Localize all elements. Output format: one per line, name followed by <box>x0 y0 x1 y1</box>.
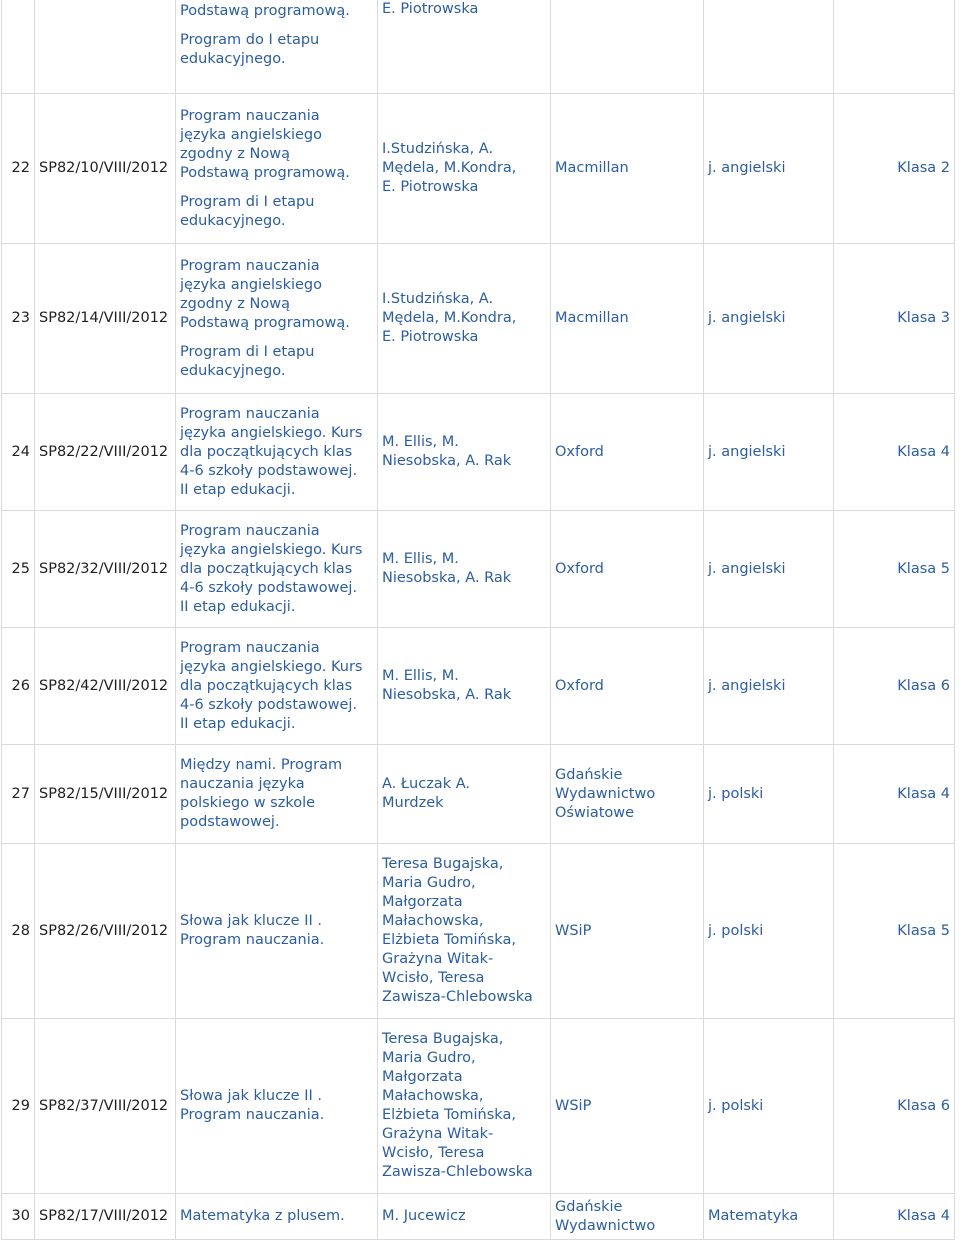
subject: j. polski <box>704 1019 834 1194</box>
row-number: 26 <box>2 628 35 745</box>
program-name-line: edukacyjnego. <box>180 362 286 379</box>
program-id <box>35 0 176 94</box>
program-authors <box>378 1194 551 1240</box>
class-level: Klasa 4 <box>834 745 955 844</box>
row-number: 30 <box>2 1194 35 1240</box>
program-name-line: zgodny z Nową <box>180 145 290 162</box>
class-level <box>834 0 955 94</box>
publisher <box>551 511 704 628</box>
program-name-line: edukacyjnego. <box>180 212 286 229</box>
table-row <box>2 1019 955 1194</box>
row-number: 22 <box>2 94 35 244</box>
program-name-line: dla początkujących klas <box>180 443 353 460</box>
program-name-line: Słowa jak klucze II . <box>180 913 322 929</box>
program-name-line: języka angielskiego. Kurs <box>180 658 363 675</box>
author-line: Zawisza-Chlebowska <box>382 989 533 1005</box>
author-line: M. Jucewicz <box>382 1208 466 1224</box>
publisher <box>551 628 704 745</box>
program-name-line: 4-6 szkoły podstawowej. <box>180 696 358 713</box>
author-line: E. Piotrowska <box>382 1 479 17</box>
row-number: 24 <box>2 394 35 511</box>
author-line: Elżbieta Tomińska, <box>382 932 516 948</box>
author-line: Maria Gudro, <box>382 875 476 891</box>
program-id: SP82/17/VIII/2012 <box>35 1194 176 1240</box>
program-id: SP82/14/VIII/2012 <box>35 244 176 394</box>
author-line: Niesobska, A. Rak <box>382 687 512 703</box>
table-row <box>2 844 955 1019</box>
program-name-line: Program nauczania <box>180 257 320 274</box>
author-line: M. Ellis, M. <box>382 668 459 684</box>
program-id: SP82/15/VIII/2012 <box>35 745 176 844</box>
program-name-line: nauczania języka <box>180 776 305 792</box>
author-line: Elżbieta Tomińska, <box>382 1107 516 1123</box>
row-number: 25 <box>2 511 35 628</box>
program-name-line: języka angielskiego. Kurs <box>180 541 363 558</box>
table-row <box>2 511 955 628</box>
program-authors <box>378 0 551 94</box>
program-id: SP82/10/VIII/2012 <box>35 94 176 244</box>
program-name <box>176 394 378 511</box>
table-row <box>2 394 955 511</box>
class-level: Klasa 5 <box>834 844 955 1019</box>
author-line: Maria Gudro, <box>382 1050 476 1066</box>
program-name-line: podstawowej. <box>180 814 280 830</box>
program-authors <box>378 745 551 844</box>
row-number: 28 <box>2 844 35 1019</box>
author-line: Teresa Bugajska, <box>382 1031 504 1047</box>
program-id: SP82/32/VIII/2012 <box>35 511 176 628</box>
subject: j. angielski <box>704 244 834 394</box>
author-line: Niesobska, A. Rak <box>382 453 512 469</box>
author-line: Małachowska, <box>382 1088 484 1104</box>
author-line: Wcisło, Teresa <box>382 1145 485 1161</box>
program-authors <box>378 1019 551 1194</box>
subject: Matematyka <box>704 1194 834 1240</box>
program-name-line: Program di I etapu <box>180 343 315 360</box>
program-name-line: polskiego w szkole <box>180 795 316 811</box>
author-line: Zawisza-Chlebowska <box>382 1164 533 1180</box>
author-line: M. Ellis, M. <box>382 434 459 450</box>
row-number: 27 <box>2 745 35 844</box>
publisher <box>551 844 704 1019</box>
program-name <box>176 1019 378 1194</box>
author-line: Niesobska, A. Rak <box>382 570 512 586</box>
program-name-line: Program di I etapu <box>180 193 315 210</box>
table-row <box>2 244 955 394</box>
program-table <box>1 0 955 1240</box>
program-name-line: Program nauczania <box>180 107 320 124</box>
program-name <box>176 1194 378 1240</box>
author-line: Małgorzata <box>382 1069 463 1085</box>
program-authors <box>378 94 551 244</box>
program-name-line: Słowa jak klucze II . <box>180 1088 322 1104</box>
program-name-line: Program nauczania <box>180 405 320 422</box>
publisher <box>551 1019 704 1194</box>
table-row <box>2 94 955 244</box>
row-number <box>2 0 35 94</box>
class-level: Klasa 6 <box>834 1019 955 1194</box>
subject: j. angielski <box>704 511 834 628</box>
publisher-line: Wydawnictwo <box>555 1217 656 1234</box>
program-name-line: Program nauczania. <box>180 932 325 948</box>
program-name-line: dla początkujących klas <box>180 560 353 577</box>
program-name-line: Program nauczania <box>180 639 320 656</box>
program-name <box>176 745 378 844</box>
publisher <box>551 1194 704 1240</box>
author-line: Mędela, M.Kondra, <box>382 160 517 176</box>
program-name <box>176 244 378 394</box>
table-row <box>2 0 955 94</box>
class-level: Klasa 6 <box>834 628 955 745</box>
program-name-line: II etap edukacji. <box>180 715 296 732</box>
author-line: Grażyna Witak- <box>382 951 494 967</box>
author-line: Wcisło, Teresa <box>382 970 485 986</box>
publisher <box>551 394 704 511</box>
program-authors <box>378 244 551 394</box>
program-name-line: języka angielskiego <box>180 126 323 143</box>
program-name-line: Program do I etapu <box>180 32 320 48</box>
author-line: Grażyna Witak- <box>382 1126 494 1142</box>
subject: j. angielski <box>704 94 834 244</box>
publisher <box>551 244 704 394</box>
program-name-line: Podstawą programową. <box>180 3 350 19</box>
program-name-line: II etap edukacji. <box>180 481 296 498</box>
author-line: M. Ellis, M. <box>382 551 459 567</box>
program-name-line: Między nami. Program <box>180 757 343 773</box>
program-id: SP82/37/VIII/2012 <box>35 1019 176 1194</box>
table-row <box>2 745 955 844</box>
class-level: Klasa 4 <box>834 1194 955 1240</box>
author-line: Małachowska, <box>382 913 484 929</box>
publisher-line: Gdańskie <box>555 1198 623 1215</box>
subject <box>704 0 834 94</box>
author-line: E. Piotrowska <box>382 329 479 345</box>
row-number: 29 <box>2 1019 35 1194</box>
author-line: Teresa Bugajska, <box>382 856 504 872</box>
author-line: I.Studzińska, A. <box>382 291 494 307</box>
author-line: Mędela, M.Kondra, <box>382 310 517 326</box>
publisher-line: Wydawnictwo <box>555 785 656 802</box>
publisher <box>551 94 704 244</box>
program-name-line: Matematyka z plusem. <box>180 1208 345 1224</box>
program-authors <box>378 511 551 628</box>
author-line: Murdzek <box>382 795 444 811</box>
program-id: SP82/22/VIII/2012 <box>35 394 176 511</box>
subject: j. angielski <box>704 394 834 511</box>
program-name-line: zgodny z Nową <box>180 295 290 312</box>
program-name <box>176 0 378 94</box>
program-name-line: edukacyjnego. <box>180 51 286 67</box>
publisher-line: Oxford <box>555 560 604 577</box>
publisher-line: Macmillan <box>555 310 629 326</box>
class-level: Klasa 2 <box>834 94 955 244</box>
subject: j. angielski <box>704 628 834 745</box>
program-authors <box>378 628 551 745</box>
author-line: Małgorzata <box>382 894 463 910</box>
table-row <box>2 628 955 745</box>
program-name-line: Program nauczania <box>180 522 320 539</box>
program-name-line: Program nauczania. <box>180 1107 325 1123</box>
subject: j. polski <box>704 844 834 1019</box>
row-number: 23 <box>2 244 35 394</box>
publisher-line: Macmillan <box>555 160 629 176</box>
publisher-line: WSiP <box>555 922 592 939</box>
program-name-line: Podstawą programową. <box>180 314 350 331</box>
program-name-line: II etap edukacji. <box>180 598 296 615</box>
program-name <box>176 511 378 628</box>
program-authors <box>378 394 551 511</box>
publisher-line: Gdańskie <box>555 766 623 783</box>
author-line: E. Piotrowska <box>382 179 479 195</box>
publisher-line: Oświatowe <box>555 804 635 821</box>
author-line: I.Studzińska, A. <box>382 141 494 157</box>
program-name-line: dla początkujących klas <box>180 677 353 694</box>
author-line: A. Łuczak A. <box>382 776 470 792</box>
publisher-line: WSiP <box>555 1097 592 1114</box>
program-name-line: języka angielskiego <box>180 276 323 293</box>
program-name-line: języka angielskiego. Kurs <box>180 424 363 441</box>
publisher-line: Oxford <box>555 443 604 460</box>
program-name-line: Podstawą programową. <box>180 164 350 181</box>
program-name <box>176 628 378 745</box>
publisher <box>551 0 704 94</box>
program-name-line: 4-6 szkoły podstawowej. <box>180 462 358 479</box>
class-level: Klasa 3 <box>834 244 955 394</box>
class-level: Klasa 5 <box>834 511 955 628</box>
table-row <box>2 1194 955 1240</box>
program-name <box>176 844 378 1019</box>
program-id: SP82/26/VIII/2012 <box>35 844 176 1019</box>
program-name-line: 4-6 szkoły podstawowej. <box>180 579 358 596</box>
program-authors <box>378 844 551 1019</box>
class-level: Klasa 4 <box>834 394 955 511</box>
publisher-line: Oxford <box>555 677 604 694</box>
program-id: SP82/42/VIII/2012 <box>35 628 176 745</box>
program-name <box>176 94 378 244</box>
subject: j. polski <box>704 745 834 844</box>
publisher <box>551 745 704 844</box>
